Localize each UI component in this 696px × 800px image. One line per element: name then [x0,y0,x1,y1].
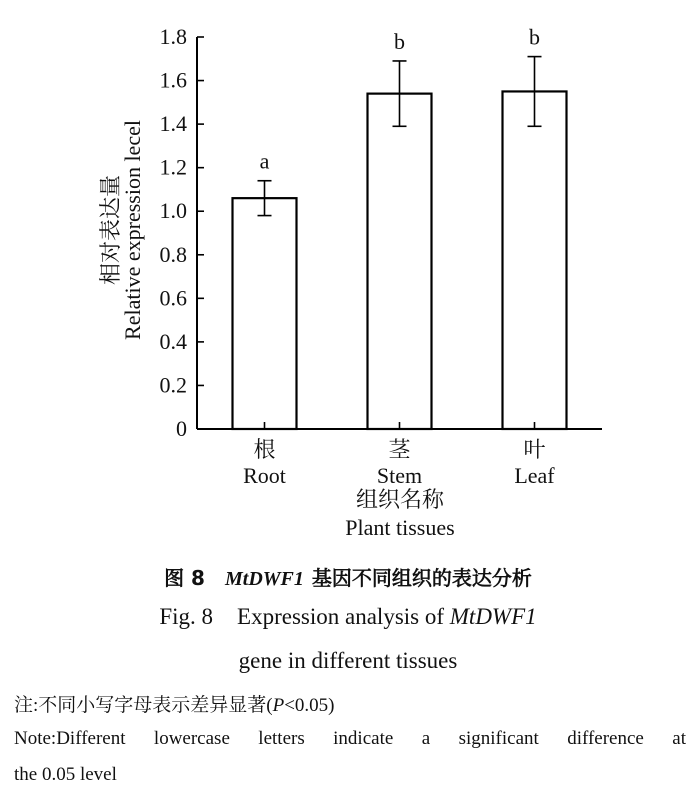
bars-group [233,91,567,429]
x-axis-title-cn: 组织名称 [355,487,445,512]
y-axis-title-cn: 相对表达量 [98,174,123,286]
y-tick-label: 0.6 [159,285,187,311]
caption-cn-gene-name: MtDWF1 [224,568,304,590]
note-cn-text: 注:不同小写字母表示差异显著( [14,695,273,716]
y-tick-label: 0.4 [159,328,187,354]
note-cn [14,690,335,717]
category-label-cn: 叶 [523,437,546,462]
significance-label: b [394,28,405,54]
y-tick-label: 0.8 [159,241,187,267]
significance-label: a [259,148,270,174]
y-axis-title-en: Relative expression lecel [120,120,145,340]
y-tick-label: 0 [176,416,187,441]
x-axis-title-en: Plant tissues [345,515,455,540]
y-tick-label: 1.6 [159,67,187,93]
bar [503,91,567,429]
category-label-en: Root [243,463,286,488]
note-cn-threshold: <0.05) [284,695,335,716]
category-labels [243,422,555,488]
figure-caption-cn [0,562,696,591]
significance-label: b [529,24,540,50]
caption-en-text: Expression analysis of [237,604,445,629]
bar [368,94,432,429]
figure-caption-en-line2 [0,648,696,674]
caption-en-gene-name: MtDWF1 [449,604,537,629]
y-tick-label: 1.8 [159,24,187,49]
note-en-line1: Note:Different lowercase letters indicate a significant difference at [14,728,686,749]
figure-caption-en-line1 [0,604,696,630]
y-tick-label: 1.2 [159,154,187,180]
caption-en-fig-number: Fig. 8 [159,604,214,629]
category-label-en: Stem [376,463,423,488]
y-tick-label: 1.4 [159,111,187,137]
x-axis-title [345,487,454,540]
caption-cn-fig-number: 图 8 [164,566,205,590]
category-label-en: Leaf [514,463,555,488]
y-tick-label: 1.0 [159,198,187,224]
y-tick-label: 0.2 [159,372,187,398]
y-axis-title [98,120,145,340]
note-en-line2: the 0.05 level [14,764,117,785]
category-label-cn: 茎 [388,437,411,462]
category-label-cn: 根 [253,437,276,462]
note-cn-p: P [272,695,285,716]
caption-cn-text: 基因不同组织的表达分析 [311,566,532,590]
caption-en-line2-text: gene in different tissues [238,648,458,673]
bar [233,198,297,429]
